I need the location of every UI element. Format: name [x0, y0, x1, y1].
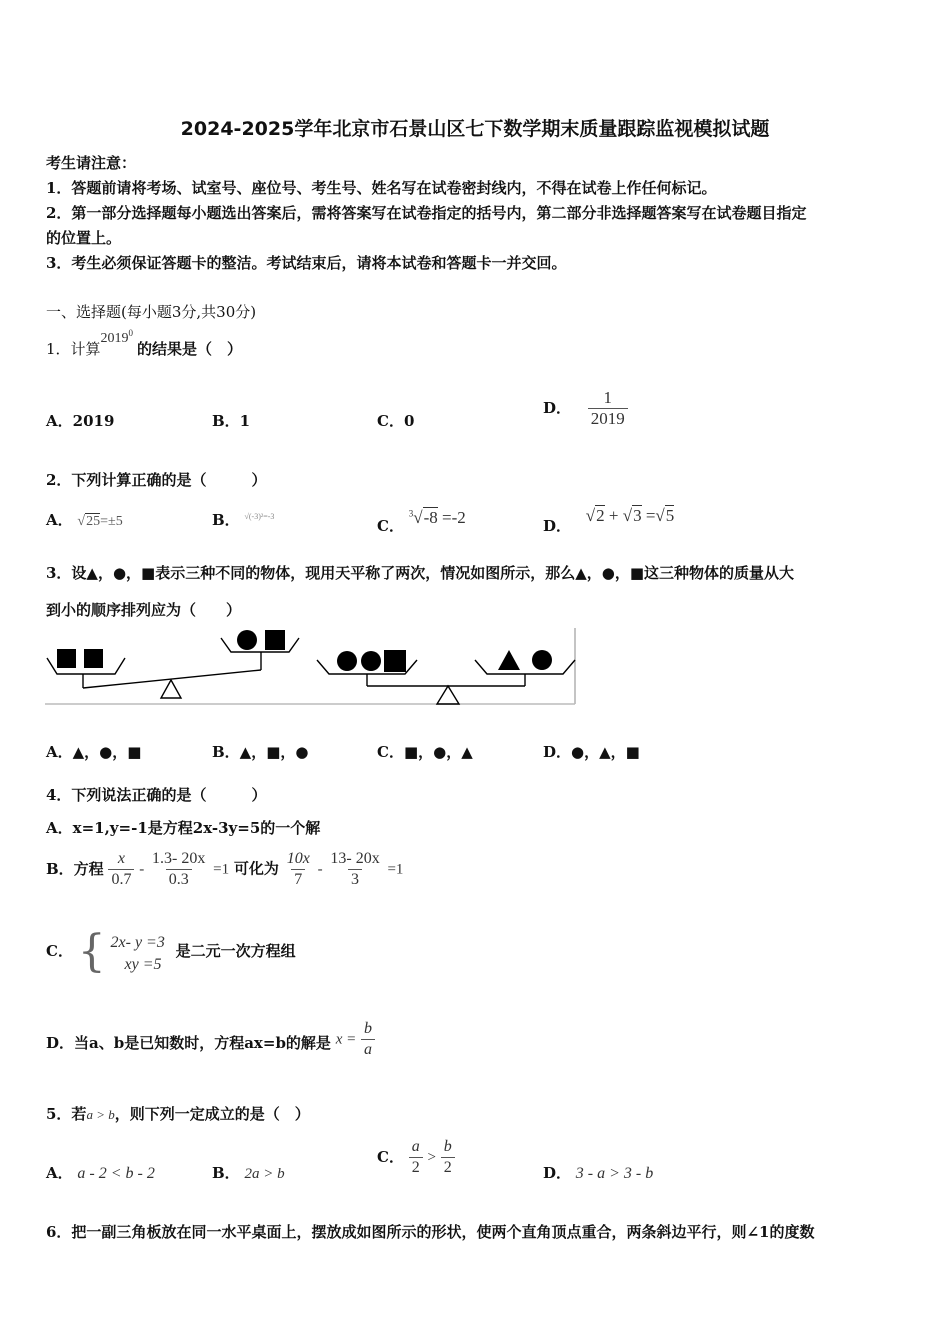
- q2-stem: 2．下列计算正确的是（ ）: [46, 471, 267, 489]
- balance-figure: [45, 628, 577, 706]
- q4-b-minus2: -: [317, 861, 323, 878]
- q4-b-eq1: =1: [213, 861, 230, 878]
- q2-d-r3: 5: [665, 506, 675, 525]
- q4-b-f2-num: 1.3- 20x: [152, 850, 206, 867]
- q2-c-rest: =-2: [442, 508, 466, 527]
- q3-stem-line1: 3．设▲，●，■表示三种不同的物体，现用天平称了两次，情况如图所示，那么▲，●，■这三种物体的质量从大: [46, 564, 795, 582]
- q5-option-a: [46, 1162, 155, 1183]
- q2-a-label: A．: [46, 511, 73, 529]
- q2-d-label: D．: [543, 517, 572, 535]
- q4-b-minus1: -: [139, 861, 145, 878]
- q2-d-r2: 3: [633, 506, 642, 525]
- q2-d-r1: 2: [596, 506, 605, 525]
- q1-d-fraction: [588, 388, 628, 429]
- notice-item-3: 3．考生必须保证答题卡的整洁。考试结束后，请将本试卷和答题卡一并交回。: [46, 254, 567, 272]
- q1-pre: 1．计算: [46, 340, 101, 358]
- notice-heading: 考生请注意：: [46, 154, 137, 172]
- q1-d-numerator: 1: [603, 388, 613, 407]
- q5-post: ，则下列一定成立的是（ ）: [114, 1105, 310, 1123]
- square-3: [265, 630, 285, 650]
- circle-2: [337, 651, 357, 671]
- q4-b-frac3: [284, 849, 313, 890]
- q4-c-line2: xy =5: [124, 956, 162, 973]
- q2-a-radicand: 25: [86, 514, 101, 529]
- q5-c-n2: b: [443, 1138, 452, 1155]
- q4-b-frac4: [327, 849, 382, 890]
- q2-c-radicand: -8: [423, 508, 438, 527]
- q4-d-num: b: [364, 1020, 373, 1037]
- q5-c-d2: 2: [441, 1157, 455, 1178]
- q4-b-f3-den: 7: [291, 869, 305, 890]
- q5-a-label: A．: [46, 1164, 73, 1182]
- page-title: 2024-2025学年北京市石景山区七下数学期末质量跟踪监视模拟试题: [180, 118, 770, 140]
- q4-b-f1-num: x: [117, 850, 126, 867]
- notice-item-2-cont: 的位置上。: [46, 229, 122, 247]
- q5-option-d: [543, 1162, 653, 1183]
- q1-base: 2019: [100, 331, 129, 346]
- q5-a-expr: a - 2 < b - 2: [77, 1165, 155, 1182]
- q4-c-system: [111, 934, 165, 974]
- q1-option-d: [543, 388, 628, 429]
- q5-b-label: B．: [212, 1164, 240, 1182]
- triangle-1: [498, 650, 520, 670]
- q2-a-expr: √25=±5: [77, 514, 123, 529]
- section-heading: 一、选择题(每小题3分,共30分): [46, 303, 257, 321]
- q1-option-a: A．2019: [46, 412, 115, 430]
- q5-c-frac1: [409, 1137, 423, 1178]
- q1-option-d-label: D．: [543, 398, 572, 417]
- q1-option-c: C．0: [377, 412, 415, 430]
- q2-d-plus: +: [608, 506, 619, 525]
- q5-c-gt: >: [427, 1149, 436, 1166]
- q4-c-post: 是二元一次方程组: [175, 942, 296, 960]
- circle-4: [532, 650, 552, 670]
- q2-option-d: [543, 505, 675, 535]
- q2-option-a: [46, 509, 123, 530]
- q5-c-frac2: [441, 1137, 455, 1178]
- q1-option-b: B．1: [212, 412, 251, 430]
- notice-item-2: 2．第一部分选择题每小题选出答案后，需将答案写在试卷指定的括号内，第二部分非选择题答案写在试卷题目指定: [46, 204, 807, 222]
- q4-b-f4-den: 3: [348, 869, 362, 890]
- q2-c-expr: $^3$√-8 =-2: [408, 508, 466, 527]
- q5-d-label: D．: [543, 1164, 572, 1182]
- q4-d-den: a: [361, 1039, 375, 1060]
- q2-option-c: [377, 507, 466, 535]
- square-4: [384, 650, 406, 672]
- q3-stem-line2: 到小的顺序排列应为（ ）: [46, 601, 242, 619]
- q2-b-label: B．: [212, 511, 240, 529]
- q4-b-f2-den: 0.3: [166, 869, 192, 890]
- q4-b-f4-num: 13- 20x: [330, 850, 380, 867]
- q2-b-expr: √(-3)²=-3: [244, 512, 275, 521]
- square-2: [84, 649, 103, 668]
- q2-d-expr: √2 + √3 =√5: [585, 506, 675, 525]
- circle-1: [237, 630, 257, 650]
- q4-d-frac: [361, 1019, 375, 1060]
- q4-stem: 4．下列说法正确的是（ ）: [46, 786, 267, 804]
- q4-c-line1: 2x- y =3: [110, 934, 165, 951]
- q5-cond: a > b: [86, 1107, 115, 1122]
- q4-b-pre: B．方程: [46, 859, 104, 878]
- q4-option-d: [46, 1019, 375, 1060]
- square-1: [57, 649, 76, 668]
- q5-c-label: C．: [377, 1147, 404, 1166]
- q4-b-eq2: =1: [387, 861, 404, 878]
- q4-b-frac1: [108, 849, 134, 890]
- q1-exponent: 0: [128, 328, 134, 338]
- q3-option-b: B．▲，■，●: [212, 743, 309, 761]
- q4-b-f1-den: 0.7: [108, 869, 134, 890]
- q5-c-d1: 2: [409, 1157, 423, 1178]
- q4-b-frac2: [149, 849, 208, 890]
- q4-d-pre: D．当a、b是已知数时，方程ax=b的解是: [46, 1033, 331, 1052]
- q3-option-c: C．■，●，▲: [377, 743, 473, 761]
- q4-option-a: A．x=1,y=-1是方程2x-3y=5的一个解: [46, 819, 321, 837]
- notice-item-1: 1．答题前请将考场、试室号、座位号、考生号、姓名写在试卷密封线内，不得在试卷上作任何标记。: [46, 179, 717, 197]
- q1-stem: [46, 328, 243, 359]
- q2-option-b: [212, 509, 274, 530]
- q5-d-expr: 3 - a > 3 - b: [575, 1165, 654, 1182]
- q1-post: 的结果是（ ）: [137, 340, 243, 358]
- q5-pre: 5．若: [46, 1105, 87, 1123]
- q4-b-f3-num: 10x: [286, 850, 310, 867]
- q4-option-c: [46, 926, 296, 978]
- q2-c-label: C．: [377, 517, 404, 535]
- q2-a-rest: =±5: [100, 514, 123, 529]
- q5-c-n1: a: [411, 1138, 420, 1155]
- q4-d-x: x =: [335, 1031, 357, 1048]
- q2-c-index: 3: [408, 508, 414, 519]
- q3-option-d: D．●，▲，■: [543, 743, 640, 761]
- q6-stem: 6．把一副三角板放在同一水平桌面上，摆放成如图所示的形状，使两个直角顶点重合，两条斜边平行，则∠1的度数: [46, 1223, 815, 1241]
- q4-c-brace: {: [77, 926, 106, 977]
- q5-stem: [46, 1103, 310, 1124]
- q5-b-expr: 2a > b: [244, 1166, 285, 1182]
- q2-d-eq: =: [645, 506, 656, 525]
- q1-d-denominator: 2019: [588, 408, 628, 429]
- q5-option-c: [377, 1137, 455, 1178]
- q5-option-b: [212, 1162, 285, 1183]
- q3-option-a: A．▲，●，■: [46, 743, 142, 761]
- q4-c-pre: C．: [46, 942, 73, 960]
- circle-3: [361, 651, 381, 671]
- q4-option-b: [46, 849, 403, 890]
- q4-b-mid: 可化为: [233, 859, 279, 878]
